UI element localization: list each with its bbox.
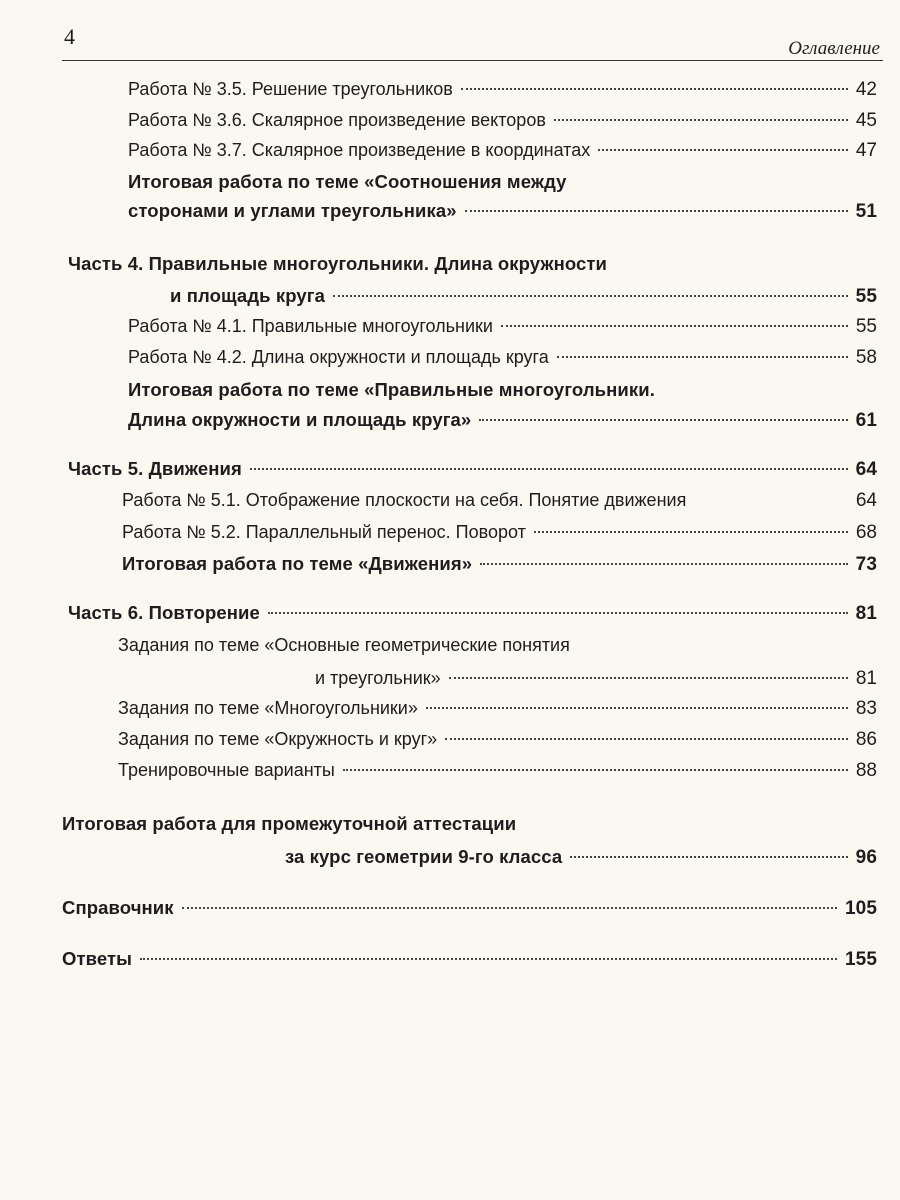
entry-page: 45: [855, 110, 877, 131]
dot-leader: [479, 419, 847, 421]
toc-part[interactable]: [62, 947, 877, 972]
entry-title: Итоговая работа по теме «Соотношения между: [128, 171, 567, 192]
entry-title: Итоговая работа по теме «Движения»: [122, 553, 473, 574]
entry-page: 81: [855, 668, 877, 689]
dot-leader: [426, 707, 848, 709]
entry-page: 105: [844, 898, 877, 919]
dot-leader: [480, 563, 848, 565]
dot-leader: [182, 907, 837, 909]
entry-title: Работа № 5.1. Отображение плоскости на себя. Понятие движения: [122, 490, 687, 510]
toc-part[interactable]: [68, 601, 877, 626]
entry-page: 58: [855, 347, 877, 368]
entry-page: 61: [855, 410, 877, 431]
entry-page: 83: [855, 698, 877, 719]
entry-title: Работа № 3.7. Скалярное произведение в координатах: [128, 140, 591, 160]
toc-entry[interactable]: [118, 696, 877, 721]
entry-title-cont: Длина окружности и площадь круга»: [128, 409, 472, 430]
toc-entry[interactable]: [118, 758, 877, 783]
dot-leader: [598, 149, 848, 151]
entry-title: Задания по теме «Основные геометрические понятия: [118, 635, 570, 655]
entry-title: Работа № 3.6. Скалярное произведение векторов: [128, 110, 546, 130]
dot-leader: [534, 531, 848, 533]
entry-page: 81: [855, 603, 877, 624]
dot-leader: [501, 325, 848, 327]
entry-title-cont: и треугольник»: [315, 668, 441, 688]
dot-leader: [449, 677, 848, 679]
entry-title: Задания по теме «Многоугольники»: [118, 698, 418, 718]
toc-entry-line1[interactable]: [128, 170, 567, 194]
dot-leader: [557, 356, 848, 358]
dot-leader: [333, 295, 848, 297]
entry-page: 96: [855, 847, 877, 868]
entry-page: 47: [855, 140, 877, 161]
entry-title-cont: сторонами и углами треугольника»: [128, 200, 457, 221]
part-title: Часть 6. Повторение: [68, 602, 260, 623]
dot-leader: [465, 210, 848, 212]
dot-leader: [461, 88, 848, 90]
part-title: Ответы: [62, 948, 133, 969]
entry-title: Задания по теме «Окружность и круг»: [118, 729, 438, 749]
entry-page: 64: [855, 459, 877, 480]
entry-title: Тренировочные варианты: [118, 760, 335, 780]
entry-page: 68: [855, 522, 877, 543]
entry-title: Работа № 3.5. Решение треугольников: [128, 79, 453, 99]
part-title: Часть 4. Правильные многоугольники. Длина окружности: [68, 253, 608, 274]
part-title: Часть 5. Движения: [68, 458, 242, 479]
entry-page: 55: [855, 316, 877, 337]
toc-entry-line2[interactable]: [315, 666, 877, 691]
entry-title: Работа № 4.2. Длина окружности и площадь круга: [128, 347, 549, 367]
toc-part-line1[interactable]: [62, 812, 516, 836]
part-title-cont: и площадь круга: [170, 285, 325, 306]
dot-leader: [570, 856, 847, 858]
toc-entry-line2[interactable]: [128, 408, 877, 433]
running-title: Оглавление: [788, 38, 880, 59]
toc-entry[interactable]: [128, 314, 877, 339]
header-rule: [62, 60, 883, 61]
entry-page: 64: [855, 490, 877, 511]
entry-page: 55: [855, 286, 877, 307]
dot-leader: [250, 468, 848, 470]
dot-leader: [268, 612, 848, 614]
entry-page: 51: [855, 201, 877, 222]
toc-entry[interactable]: [128, 345, 877, 370]
entry-title: Работа № 5.2. Параллельный перенос. Поворот: [122, 522, 526, 542]
toc-entry[interactable]: [122, 520, 877, 545]
toc-part[interactable]: [62, 896, 877, 921]
part-title: Итоговая работа для промежуточной аттестации: [62, 813, 517, 834]
entry-title: Работа № 4.1. Правильные многоугольники: [128, 316, 493, 336]
part-title: Справочник: [62, 897, 174, 918]
toc-entry[interactable]: [122, 488, 877, 513]
page-number: 4: [64, 24, 75, 49]
entry-page: 155: [844, 949, 877, 970]
toc-entry-line1[interactable]: [118, 633, 570, 657]
dot-leader: [445, 738, 848, 740]
entry-page: 73: [855, 554, 877, 575]
entry-page: 88: [855, 760, 877, 781]
dot-leader: [343, 769, 848, 771]
entry-title: Итоговая работа по теме «Правильные многоугольники.: [128, 379, 655, 400]
dot-leader: [554, 119, 848, 121]
dot-leader: [140, 958, 837, 960]
toc-entry[interactable]: [118, 727, 877, 752]
entry-page: 86: [855, 729, 877, 750]
toc-entry[interactable]: [128, 138, 877, 163]
toc-entry[interactable]: [128, 108, 877, 133]
toc-entry[interactable]: [122, 552, 877, 577]
toc-entry[interactable]: [128, 77, 877, 102]
toc-part-line1[interactable]: [68, 252, 607, 276]
entry-page: 42: [855, 79, 877, 100]
toc-entry-line2[interactable]: [128, 199, 877, 224]
toc-part-line2[interactable]: [170, 284, 877, 309]
toc-part-line2[interactable]: [285, 845, 877, 870]
part-title-cont: за курс геометрии 9-го класса: [285, 846, 563, 867]
toc-part[interactable]: [68, 457, 877, 482]
toc-entry-line1[interactable]: [128, 378, 655, 402]
